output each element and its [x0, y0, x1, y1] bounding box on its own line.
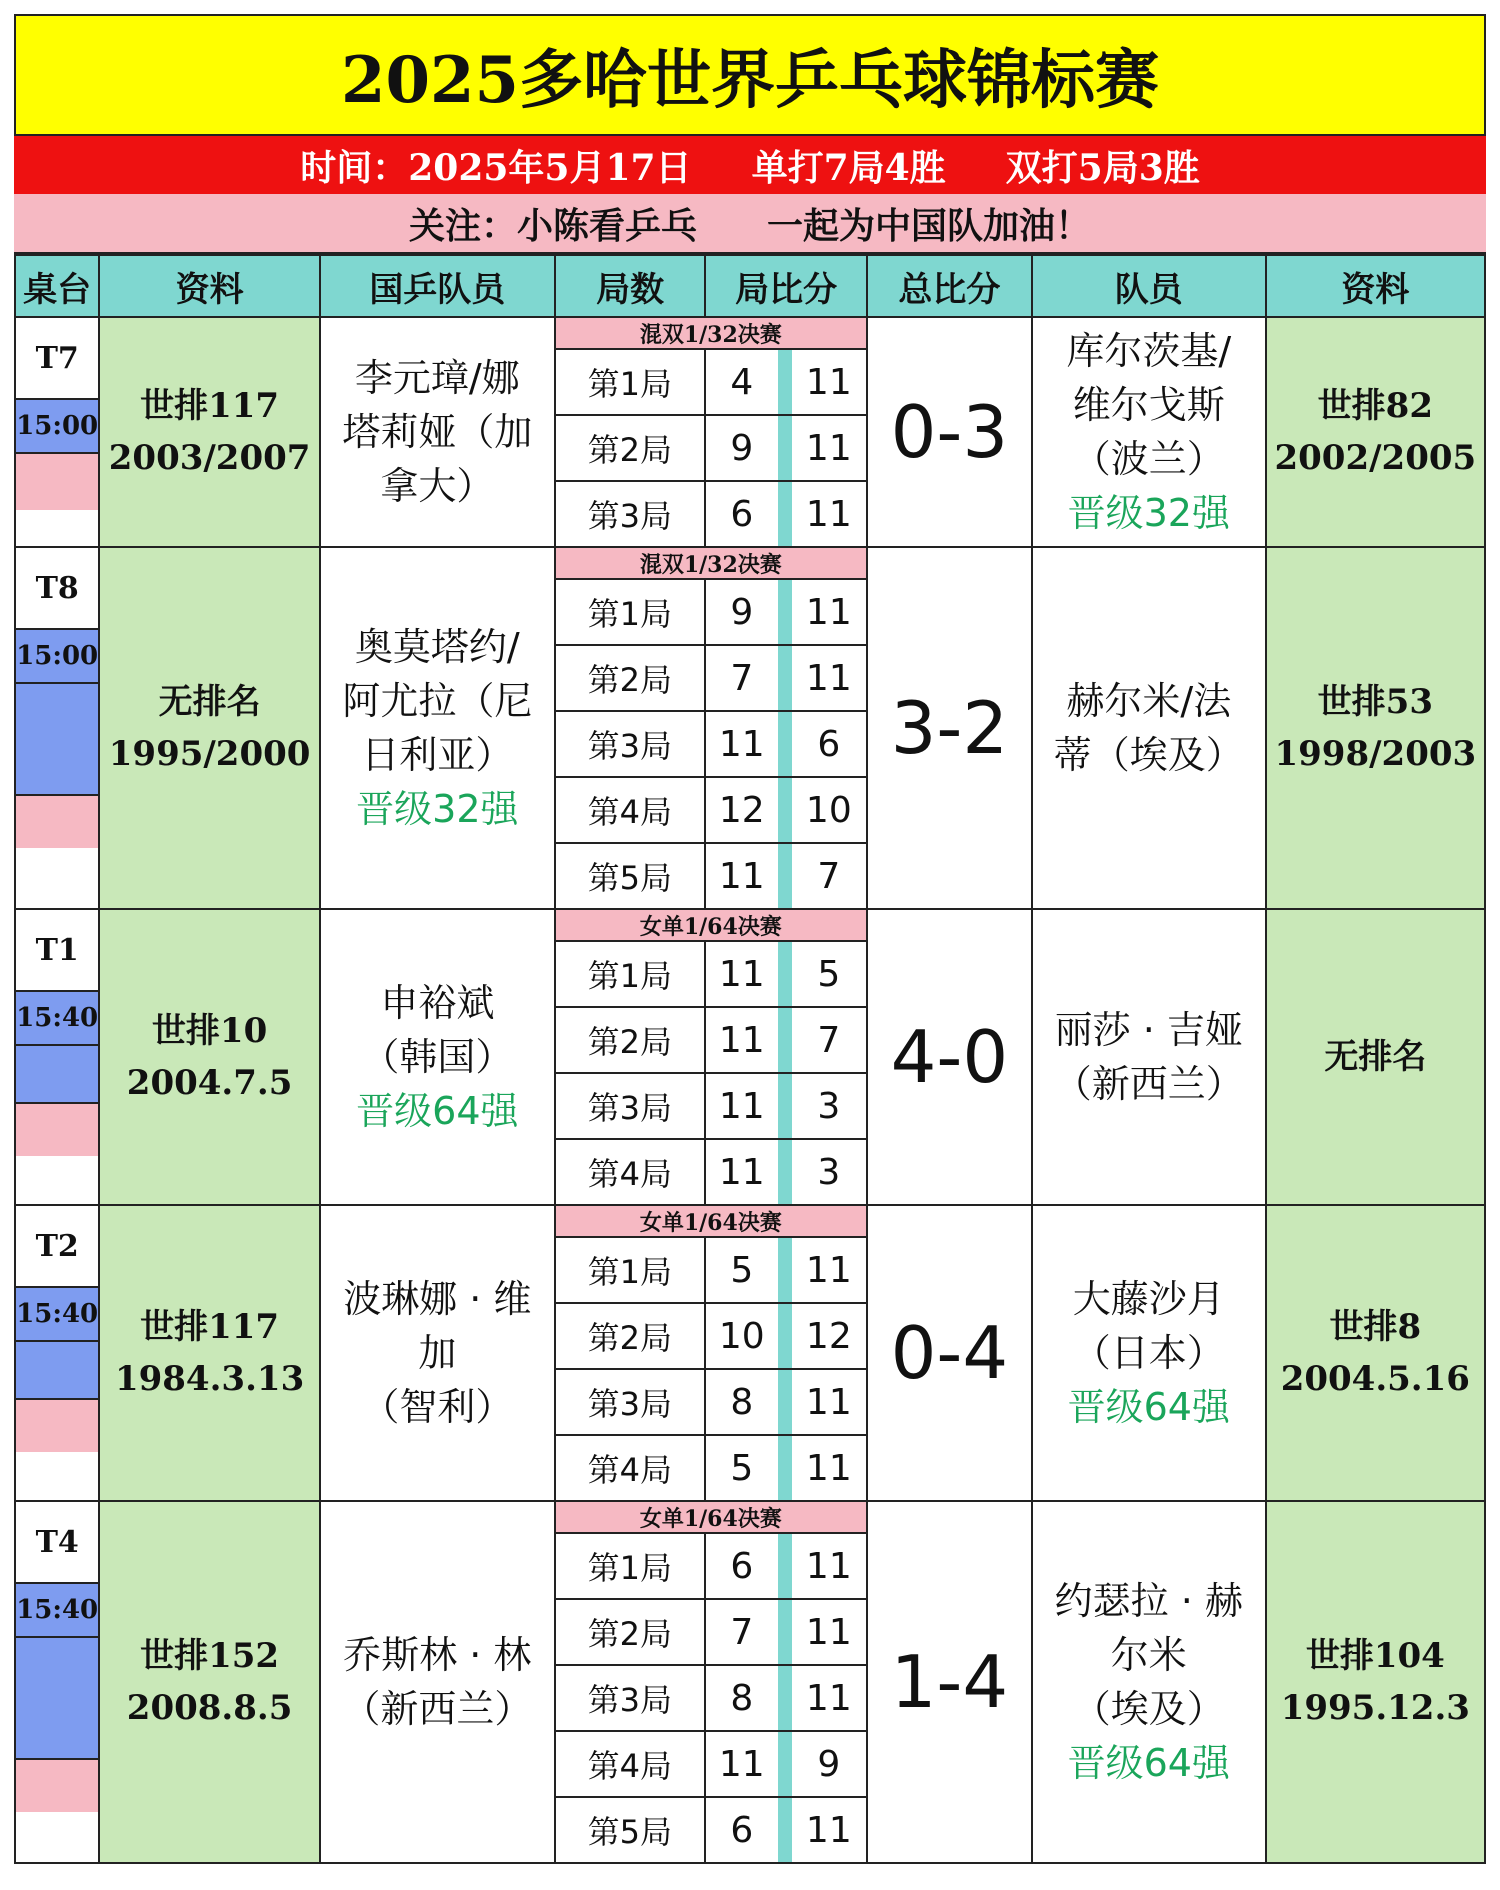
game-label: 第3局 — [556, 482, 706, 546]
text-line: 世排8 — [1329, 1307, 1422, 1347]
opp-game-score: 11 — [805, 1447, 852, 1489]
game-label: 第3局 — [556, 1074, 706, 1138]
table-cell — [15, 1205, 99, 1501]
opp-info — [1266, 1501, 1485, 1863]
text-line: （智利） — [361, 1385, 514, 1429]
opp-game-score: 3 — [817, 1151, 841, 1193]
total-score: 0-3 — [867, 317, 1032, 547]
match-row — [15, 1501, 1485, 1863]
text-line: 库尔茨基/ — [1066, 329, 1232, 373]
opp-info — [1266, 317, 1485, 547]
cn-info — [99, 1205, 320, 1501]
game-label: 第1局 — [556, 942, 706, 1006]
opp-game-score: 11 — [805, 1677, 852, 1719]
table-fill — [16, 1760, 98, 1812]
text-line: 李元璋/娜 — [354, 356, 520, 400]
text-line: （韩国） — [361, 1035, 514, 1079]
game-row — [556, 1370, 866, 1436]
header-cn-info: 资料 — [99, 255, 320, 317]
text-line: 大藤沙月 — [1072, 1277, 1225, 1321]
text-line: （波兰） — [1072, 437, 1225, 481]
opp-game-score: 5 — [817, 953, 841, 995]
cn-player — [320, 909, 555, 1205]
game-label: 第4局 — [556, 778, 706, 842]
game-label: 第3局 — [556, 1370, 706, 1434]
text-line: 蒂（埃及） — [1053, 733, 1244, 777]
match-time: 15:40 — [16, 992, 98, 1046]
cn-game-score: 12 — [718, 789, 765, 831]
game-label: 第2局 — [556, 1008, 706, 1072]
score-divider — [778, 482, 792, 546]
match-row — [15, 317, 1485, 547]
score-divider — [778, 1600, 792, 1664]
cn-game-score: 6 — [730, 493, 754, 535]
cn-game-score: 7 — [730, 1611, 754, 1653]
table-cell — [15, 317, 99, 547]
game-label: 第1局 — [556, 1238, 706, 1302]
table-fill — [16, 454, 98, 510]
cn-game-score: 11 — [718, 1743, 765, 1785]
opp-game-score: 11 — [805, 493, 852, 535]
time-fill — [16, 1046, 98, 1104]
opp-player — [1032, 909, 1266, 1205]
score-divider — [778, 712, 792, 776]
cn-player — [320, 1205, 555, 1501]
cn-game-score: 6 — [730, 1809, 754, 1851]
cn-game-score: 4 — [730, 361, 754, 403]
game-scores — [555, 1205, 867, 1501]
game-row — [556, 1074, 866, 1140]
opp-game-score: 11 — [805, 1381, 852, 1423]
text-line: 1995.12.3 — [1280, 1688, 1470, 1728]
game-scores — [555, 547, 867, 909]
cn-info — [99, 1501, 320, 1863]
score-divider — [778, 1534, 792, 1598]
text-line: 2008.8.5 — [126, 1688, 293, 1728]
round-label: 混双1/32决赛 — [556, 318, 866, 350]
table-fill — [16, 796, 98, 848]
text-line: 维尔戈斯 — [1072, 383, 1225, 427]
text-line: 2004.5.16 — [1280, 1359, 1470, 1399]
table-number: T7 — [16, 318, 98, 400]
text-line: （新西兰） — [342, 1687, 533, 1731]
game-label: 第3局 — [556, 1666, 706, 1730]
text-line: 日利亚） — [361, 733, 514, 777]
text-line: （埃及） — [1072, 1687, 1225, 1731]
match-time: 15:00 — [16, 400, 98, 454]
opp-info — [1266, 1205, 1485, 1501]
header-games: 局数 — [555, 255, 706, 317]
opp-game-score: 3 — [817, 1085, 841, 1127]
score-divider — [778, 778, 792, 842]
opp-game-score: 6 — [817, 723, 841, 765]
opp-game-score: 11 — [805, 591, 852, 633]
match-time: 15:40 — [16, 1584, 98, 1638]
text-line: 奥莫塔约/ — [354, 625, 520, 669]
match-row — [15, 909, 1485, 1205]
follow-bar — [14, 194, 1486, 254]
game-row — [556, 1666, 866, 1732]
total-score: 0-4 — [867, 1205, 1032, 1501]
cn-info — [99, 909, 320, 1205]
game-row — [556, 580, 866, 646]
text-line: 世排152 — [140, 1636, 280, 1676]
cn-game-score: 11 — [718, 1151, 765, 1193]
cheer-text: 一起为中国队加油！ — [767, 204, 1092, 247]
text-line: （日本） — [1072, 1331, 1225, 1375]
cn-game-score: 11 — [718, 855, 765, 897]
table-cell — [15, 547, 99, 909]
text-line: 乔斯林 · 林 — [343, 1633, 532, 1677]
opp-game-score: 11 — [805, 361, 852, 403]
schedule-sheet — [14, 14, 1486, 1864]
score-divider — [778, 1238, 792, 1302]
opp-game-score: 11 — [805, 1545, 852, 1587]
text-line: 波琳娜 · 维 — [343, 1277, 532, 1321]
game-row — [556, 646, 866, 712]
cn-game-score: 6 — [730, 1545, 754, 1587]
game-row — [556, 1304, 866, 1370]
text-line: 无排名 — [158, 682, 261, 722]
opp-game-score: 7 — [817, 855, 841, 897]
opp-advance: 晋级32强 — [1067, 491, 1230, 535]
cn-game-score: 5 — [730, 1249, 754, 1291]
cn-info — [99, 547, 320, 909]
game-label: 第5局 — [556, 1798, 706, 1862]
score-divider — [778, 1304, 792, 1368]
score-divider — [778, 1074, 792, 1138]
text-line: 尔米 — [1110, 1633, 1187, 1677]
opp-player — [1032, 1205, 1266, 1501]
text-line: 约瑟拉 · 赫 — [1054, 1579, 1243, 1623]
game-row — [556, 1732, 866, 1798]
game-label: 第4局 — [556, 1732, 706, 1796]
table-cell — [15, 1501, 99, 1863]
match-time: 15:00 — [16, 630, 98, 684]
table-number: T2 — [16, 1206, 98, 1288]
opp-game-score: 7 — [817, 1019, 841, 1061]
text-line: 塔莉娅（加 — [342, 410, 533, 454]
opp-game-score: 11 — [805, 657, 852, 699]
text-line: 世排117 — [140, 1307, 280, 1347]
time-fill — [16, 1638, 98, 1760]
header-total-score: 总比分 — [867, 255, 1032, 317]
cn-game-score: 8 — [730, 1381, 754, 1423]
match-row — [15, 1205, 1485, 1501]
score-divider — [778, 844, 792, 908]
game-row — [556, 1238, 866, 1304]
cn-game-score: 10 — [718, 1315, 765, 1357]
info-bar — [14, 136, 1486, 194]
header-opp-info: 资料 — [1266, 255, 1485, 317]
round-label: 女单1/64决赛 — [556, 1206, 866, 1238]
cn-player — [320, 547, 555, 909]
game-scores — [555, 317, 867, 547]
cn-advance: 晋级64强 — [356, 1089, 519, 1133]
table-number: T1 — [16, 910, 98, 992]
game-label: 第4局 — [556, 1140, 706, 1204]
table-fill — [16, 1104, 98, 1156]
total-score: 4-0 — [867, 909, 1032, 1205]
table-number: T8 — [16, 548, 98, 630]
table-number: T4 — [16, 1502, 98, 1584]
game-row — [556, 1140, 866, 1204]
score-divider — [778, 416, 792, 480]
cn-game-score: 7 — [730, 657, 754, 699]
text-line: 无排名 — [1324, 1037, 1427, 1077]
total-score: 3-2 — [867, 547, 1032, 909]
cn-game-score: 5 — [730, 1447, 754, 1489]
score-divider — [778, 580, 792, 644]
table-fill — [16, 1400, 98, 1452]
text-line: 1984.3.13 — [114, 1359, 305, 1399]
game-label: 第2局 — [556, 646, 706, 710]
header-game-score: 局比分 — [705, 255, 866, 317]
score-divider — [778, 1008, 792, 1072]
game-row — [556, 1008, 866, 1074]
text-line: 1998/2003 — [1274, 734, 1477, 774]
score-divider — [778, 1798, 792, 1862]
opp-advance: 晋级64强 — [1067, 1385, 1230, 1429]
game-label: 第2局 — [556, 416, 706, 480]
opp-info — [1266, 909, 1485, 1205]
cn-game-score: 11 — [718, 723, 765, 765]
score-divider — [778, 646, 792, 710]
game-label: 第5局 — [556, 844, 706, 908]
text-line: 拿大） — [380, 464, 495, 508]
game-label: 第1局 — [556, 580, 706, 644]
game-row — [556, 1798, 866, 1862]
opp-advance: 晋级64强 — [1067, 1741, 1230, 1785]
text-line: 世排82 — [1317, 386, 1433, 426]
game-scores — [555, 1501, 867, 1863]
opp-game-score: 11 — [805, 1809, 852, 1851]
text-line: 世排10 — [151, 1011, 268, 1051]
doubles-format: 双打5局3胜 — [1005, 146, 1200, 189]
game-label: 第2局 — [556, 1600, 706, 1664]
opp-player — [1032, 1501, 1266, 1863]
round-label: 女单1/64决赛 — [556, 910, 866, 942]
score-divider — [778, 1370, 792, 1434]
game-label: 第1局 — [556, 1534, 706, 1598]
opp-player — [1032, 317, 1266, 547]
header-row — [15, 255, 1485, 317]
text-line: 2003/2007 — [108, 438, 311, 478]
opp-game-score: 12 — [805, 1315, 852, 1357]
text-line: 世排104 — [1305, 1636, 1445, 1676]
game-row — [556, 778, 866, 844]
match-time: 15:40 — [16, 1288, 98, 1342]
opp-info — [1266, 547, 1485, 909]
cn-game-score: 11 — [718, 1019, 765, 1061]
score-divider — [778, 942, 792, 1006]
total-score: 1-4 — [867, 1501, 1032, 1863]
match-table — [14, 254, 1486, 1864]
score-divider — [778, 1140, 792, 1204]
game-row — [556, 1436, 866, 1500]
game-row — [556, 1534, 866, 1600]
cn-game-score: 9 — [730, 427, 754, 469]
text-line: 世排117 — [140, 386, 280, 426]
text-line: 申裕斌 — [380, 981, 495, 1025]
game-label: 第3局 — [556, 712, 706, 776]
game-row — [556, 712, 866, 778]
page-title: 2025多哈世界乒乓球锦标赛 — [14, 14, 1486, 136]
game-label: 第2局 — [556, 1304, 706, 1368]
round-label: 混双1/32决赛 — [556, 548, 866, 580]
text-line: 2004.7.5 — [126, 1063, 293, 1103]
opp-game-score: 10 — [805, 789, 852, 831]
time-fill — [16, 1342, 98, 1400]
cn-game-score: 8 — [730, 1677, 754, 1719]
singles-format: 单打7局4胜 — [751, 146, 946, 189]
cn-game-score: 11 — [718, 953, 765, 995]
header-opp-player: 队员 — [1032, 255, 1266, 317]
cn-advance: 晋级32强 — [356, 787, 519, 831]
opp-player — [1032, 547, 1266, 909]
text-line: 加 — [418, 1331, 457, 1375]
score-divider — [778, 350, 792, 414]
game-row — [556, 350, 866, 416]
game-row — [556, 844, 866, 908]
cn-game-score: 11 — [718, 1085, 765, 1127]
header-table: 桌台 — [15, 255, 99, 317]
score-divider — [778, 1666, 792, 1730]
game-row — [556, 942, 866, 1008]
table-cell — [15, 909, 99, 1205]
text-line: 赫尔米/法 — [1066, 679, 1232, 723]
cn-player — [320, 1501, 555, 1863]
time-fill — [16, 684, 98, 796]
score-divider — [778, 1732, 792, 1796]
header-cn-player: 国乒队员 — [320, 255, 555, 317]
score-divider — [778, 1436, 792, 1500]
opp-game-score: 11 — [805, 427, 852, 469]
game-row — [556, 482, 866, 546]
game-label: 第4局 — [556, 1436, 706, 1500]
game-row — [556, 416, 866, 482]
text-line: 丽莎 · 吉娅 — [1054, 1008, 1243, 1052]
game-row — [556, 1600, 866, 1666]
follow-text: 关注：小陈看乒乓 — [408, 204, 697, 247]
cn-game-score: 9 — [730, 591, 754, 633]
text-line: 2002/2005 — [1274, 438, 1477, 478]
text-line: 1995/2000 — [108, 734, 311, 774]
round-label: 女单1/64决赛 — [556, 1502, 866, 1534]
game-scores — [555, 909, 867, 1205]
match-row — [15, 547, 1485, 909]
match-date: 时间：2025年5月17日 — [300, 146, 692, 189]
game-label: 第1局 — [556, 350, 706, 414]
opp-game-score: 11 — [805, 1249, 852, 1291]
opp-game-score: 9 — [817, 1743, 841, 1785]
cn-info — [99, 317, 320, 547]
cn-player — [320, 317, 555, 547]
text-line: （新西兰） — [1053, 1062, 1244, 1106]
text-line: 阿尤拉（尼 — [342, 679, 533, 723]
opp-game-score: 11 — [805, 1611, 852, 1653]
text-line: 世排53 — [1317, 682, 1433, 722]
